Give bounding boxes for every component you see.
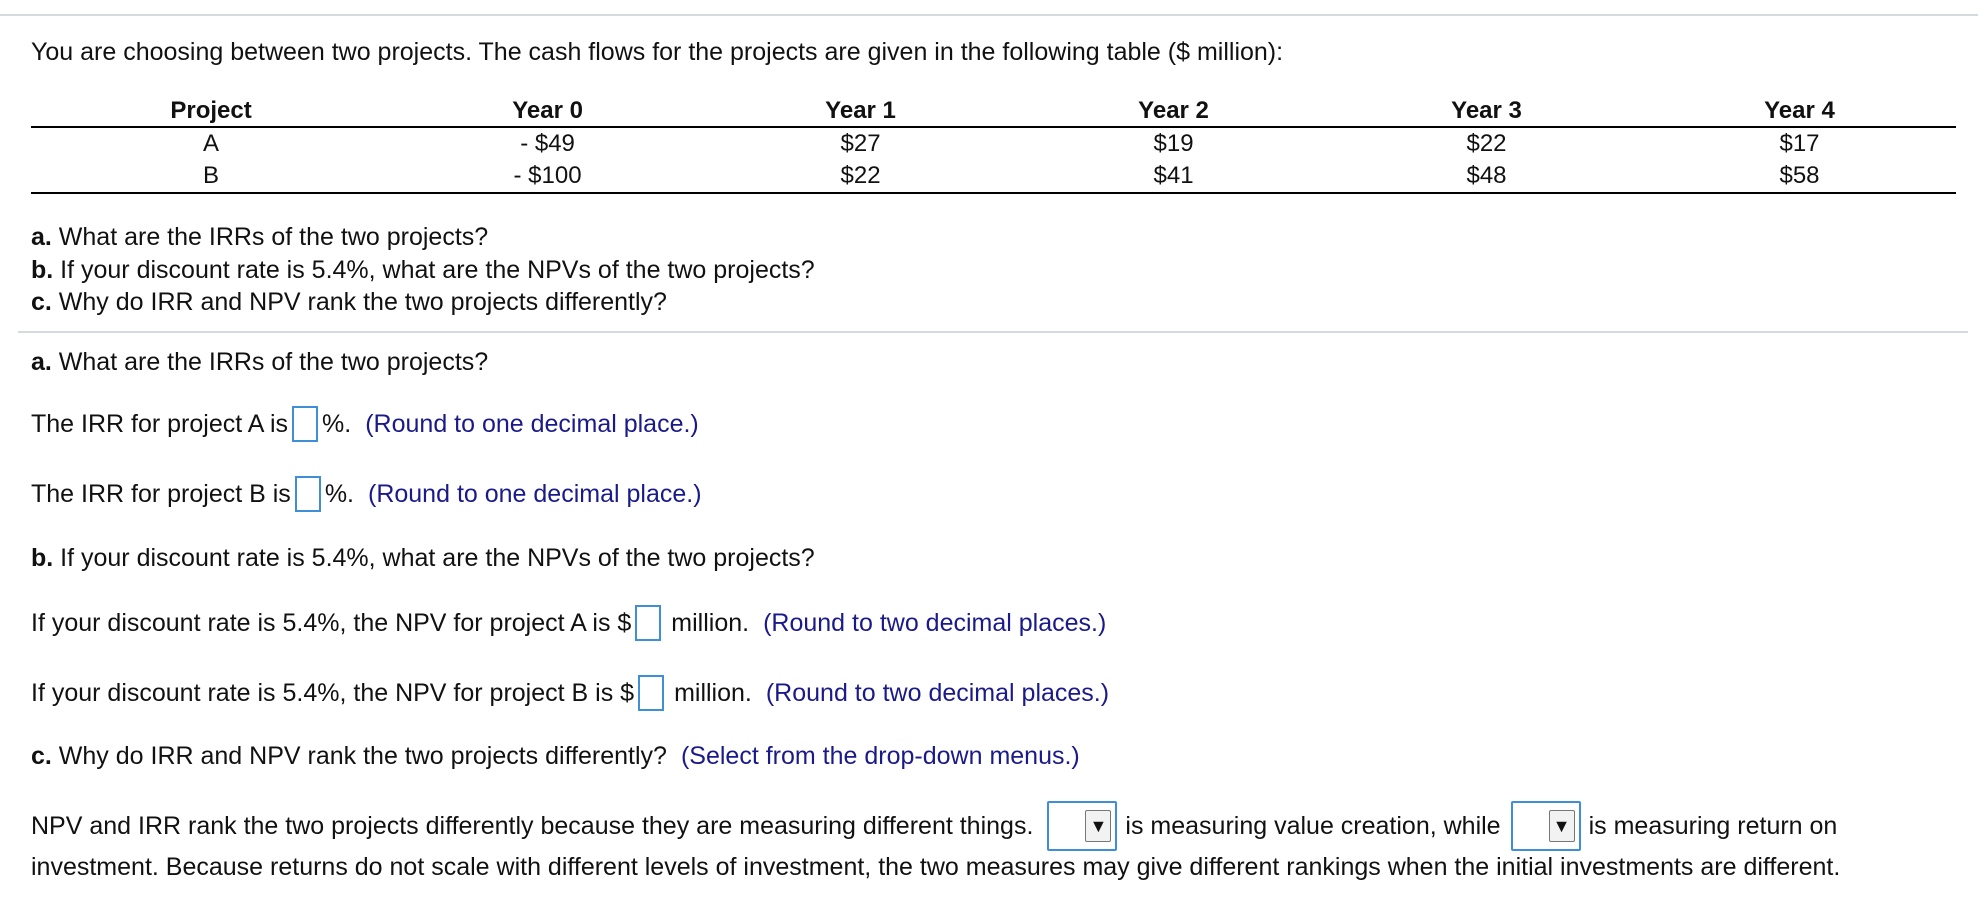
cell: $22 <box>704 160 1017 193</box>
question-c <box>31 288 667 317</box>
table-row <box>31 127 1956 160</box>
intro-text: You are choosing between two projects. The cash flows for the projects are given in the following table ($ million): <box>31 38 1284 66</box>
question-a <box>31 223 488 252</box>
section-divider <box>18 331 1968 333</box>
irr-b-suffix: %. <box>324 479 354 508</box>
cell: $17 <box>1779 130 1820 157</box>
part-b-heading-text: If your discount rate is 5.4%, what are the NPVs of the two projects? <box>53 544 815 572</box>
cell: $41 <box>1017 160 1330 193</box>
part-c-sentence-1: NPV and IRR rank the two projects differently because they are measuring different things. <box>31 811 1034 840</box>
question-c-letter: c. <box>31 288 52 316</box>
part-c-sentence-row-2 <box>31 853 1840 882</box>
part-c-heading-text: Why do IRR and NPV rank the two projects differently? <box>51 742 667 770</box>
cash-flow-table <box>31 96 1956 194</box>
table-header-row <box>31 96 1956 127</box>
question-b-text: If your discount rate is 5.4%, what are the NPVs of the two projects? <box>53 256 815 284</box>
measure-dropdown-2[interactable] <box>1511 801 1581 851</box>
part-a-letter: a. <box>31 348 52 376</box>
npv-b-row <box>31 675 1109 711</box>
header-year-2: Year 2 <box>1017 96 1330 127</box>
header-year-3: Year 3 <box>1330 96 1643 127</box>
npv-a-suffix: million. <box>671 608 750 637</box>
irr-b-hint: (Round to one decimal place.) <box>368 479 702 508</box>
irr-a-suffix: %. <box>322 409 352 438</box>
irr-b-label: The IRR for project B is <box>31 479 291 508</box>
cell: $19 <box>1153 130 1194 157</box>
part-c-sentence-2: is measuring value creation, while <box>1125 811 1501 840</box>
cell: $27 <box>840 130 881 157</box>
measure-dropdown-1[interactable] <box>1047 801 1117 851</box>
npv-b-hint: (Round to two decimal places.) <box>765 678 1110 707</box>
irr-a-hint: (Round to one decimal place.) <box>365 409 699 438</box>
cell: B <box>31 160 391 193</box>
part-a-heading-text: What are the IRRs of the two projects? <box>51 348 489 376</box>
part-b-letter: b. <box>31 544 54 572</box>
part-b-heading <box>31 544 815 573</box>
header-year-1: Year 1 <box>704 96 1017 127</box>
header-year-0: Year 0 <box>391 96 704 127</box>
cell: $48 <box>1330 160 1643 193</box>
part-c-letter: c. <box>31 742 52 770</box>
dropdown-arrow-icon: ▼ <box>1549 810 1575 842</box>
part-c-sentence-4: investment. Because returns do not scale with different levels of investment, the two measures may give different rankings when the initial investments are different. <box>31 853 1841 881</box>
part-a-heading <box>31 348 488 377</box>
table-row <box>31 160 1956 193</box>
top-divider <box>0 14 1978 16</box>
npv-b-label: If your discount rate is 5.4%, the NPV for project B is $ <box>31 678 635 707</box>
npv-a-label: If your discount rate is 5.4%, the NPV for project A is $ <box>31 608 632 637</box>
header-year-4: Year 4 <box>1643 96 1956 127</box>
npv-a-row <box>31 605 1106 641</box>
npv-a-input[interactable] <box>635 605 661 641</box>
irr-b-row <box>31 476 702 512</box>
question-b-letter: b. <box>31 256 54 284</box>
cell: - $49 <box>520 130 575 157</box>
irr-a-input[interactable] <box>292 406 318 442</box>
npv-a-hint: (Round to two decimal places.) <box>763 608 1107 637</box>
npv-b-suffix: million. <box>674 678 752 707</box>
npv-b-input[interactable] <box>638 675 664 711</box>
part-c-heading <box>31 742 1080 771</box>
irr-b-input[interactable] <box>295 476 321 512</box>
irr-a-label: The IRR for project A is <box>31 409 289 438</box>
cell: $22 <box>1466 130 1507 157</box>
cell: $58 <box>1643 160 1956 193</box>
header-project: Project <box>31 96 391 127</box>
cell: - $100 <box>391 160 704 193</box>
dropdown-arrow-icon: ▼ <box>1085 810 1111 842</box>
part-c-sentence-3: is measuring return on <box>1588 811 1838 840</box>
question-a-text: What are the IRRs of the two projects? <box>51 223 489 251</box>
part-c-sentence-row <box>31 801 1837 851</box>
question-c-text: Why do IRR and NPV rank the two projects differently? <box>51 288 667 316</box>
part-c-hint: (Select from the drop-down menus.) <box>680 742 1080 770</box>
question-a-letter: a. <box>31 223 52 251</box>
question-b <box>31 256 815 285</box>
cell: A <box>203 130 220 157</box>
irr-a-row <box>31 406 699 442</box>
